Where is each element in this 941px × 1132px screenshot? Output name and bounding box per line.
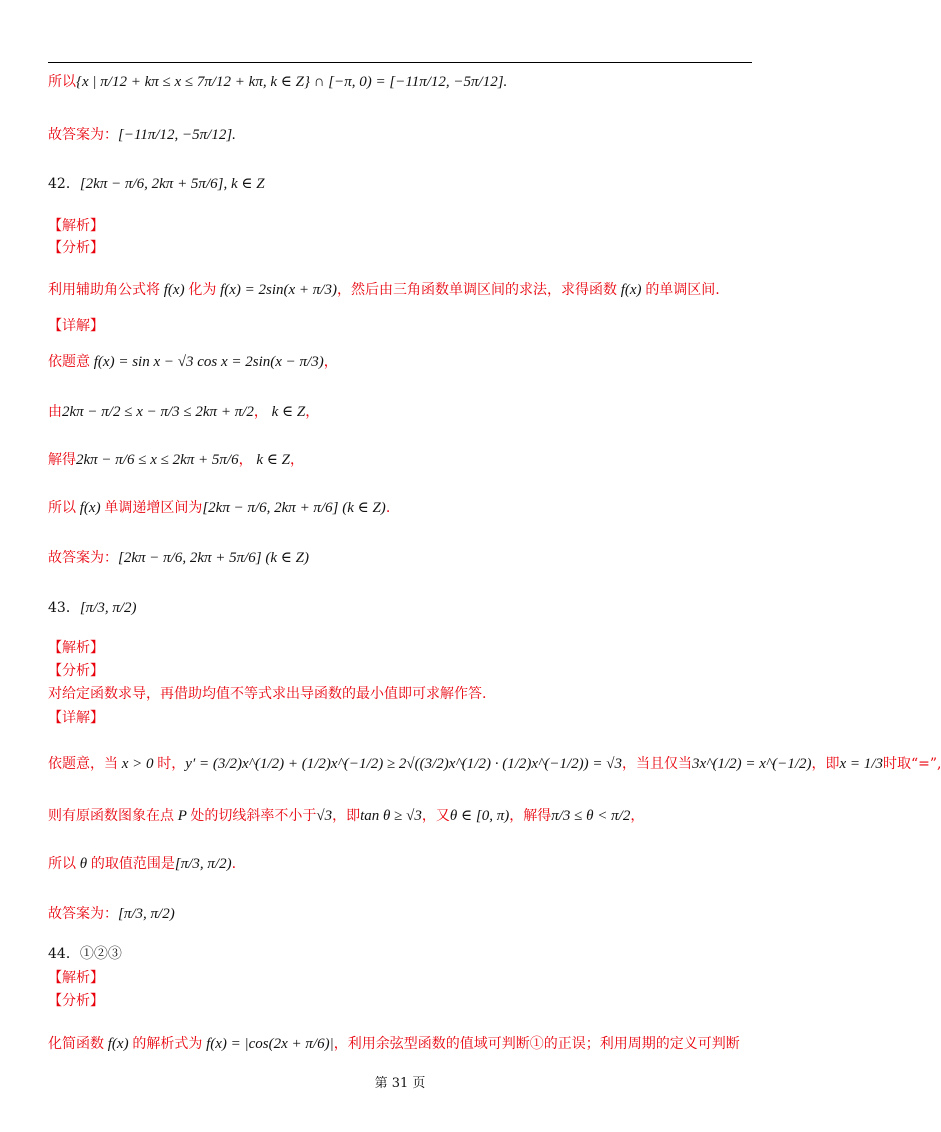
text-line-l15 bbox=[48, 661, 752, 681]
text-run: ，利用余弦型函数的值域可判断①的正误；利用周期的定义可判断 bbox=[333, 1036, 740, 1052]
formula: 2kπ − π/2 ≤ x − π/3 ≤ 2kπ + π/2 bbox=[62, 404, 254, 420]
text-run: 【分析】 bbox=[48, 663, 104, 679]
text-run: ，即 bbox=[332, 808, 361, 824]
formula: π/3 ≤ θ < π/2 bbox=[551, 808, 631, 824]
text-line-l14 bbox=[48, 638, 752, 658]
text-run: 的解析式为 bbox=[132, 1036, 203, 1052]
text-run: ， bbox=[289, 452, 304, 468]
text-run: 则有原函数图象在点 bbox=[48, 808, 174, 824]
formula: tan θ ≥ √3 bbox=[360, 808, 422, 824]
text-run: ，当且仅当 bbox=[621, 756, 692, 772]
text-line-l25 bbox=[48, 1034, 752, 1054]
text-run: ， bbox=[238, 452, 253, 468]
formula: P bbox=[174, 808, 191, 824]
text-line-l5 bbox=[48, 238, 752, 258]
text-run: 44．①②③ bbox=[48, 946, 122, 962]
text-run: 【解析】 bbox=[48, 640, 104, 656]
text-run: 时取“=”, bbox=[882, 756, 941, 772]
formula: f(x) bbox=[104, 1036, 133, 1052]
text-run: 利用辅助角公式将 bbox=[48, 282, 160, 298]
text-run: 的取值范围是 bbox=[90, 856, 175, 872]
formula: [π/3, π/2) bbox=[79, 600, 137, 616]
text-run: ，解得 bbox=[509, 808, 552, 824]
text-run: ， bbox=[253, 404, 268, 420]
text-run: 化为 bbox=[188, 282, 217, 298]
header-rule bbox=[48, 62, 752, 63]
formula: f(x) bbox=[160, 282, 189, 298]
formula: x > 0 bbox=[118, 756, 158, 772]
text-run: 【详解】 bbox=[48, 710, 104, 726]
text-line-l8 bbox=[48, 352, 752, 372]
text-run: 化简函数 bbox=[48, 1036, 104, 1052]
text-run: 所以 bbox=[48, 74, 76, 90]
text-line-l7 bbox=[48, 316, 752, 336]
formula: [2kπ − π/6, 2kπ + 5π/6] (k ∈ Z) bbox=[118, 550, 309, 566]
text-run: 【解析】 bbox=[48, 970, 104, 986]
text-run: 单调递增区间为 bbox=[104, 500, 203, 516]
text-run: ， bbox=[323, 354, 338, 370]
text-line-l12 bbox=[48, 548, 752, 568]
formula: y′ = (3/2)x^(1/2) + (1/2)x^(−1/2) ≥ 2√((3/2)x^(1/2) · (1/2)x^(−1/2)) = √3 bbox=[185, 756, 622, 772]
formula: f(x) = |cos(2x + π/6)| bbox=[202, 1036, 334, 1052]
text-line-l1 bbox=[48, 72, 752, 92]
text-run: 时， bbox=[157, 756, 186, 772]
formula: {x | π/12 + kπ ≤ x ≤ 7π/12 + kπ, k ∈ Z} ∩ [−π, 0) = [−11π/12, −5π/12]. bbox=[76, 74, 508, 90]
formula: [π/3, π/2) bbox=[118, 906, 175, 922]
text-line-l23 bbox=[48, 968, 752, 988]
formula: [2kπ − π/6, 2kπ + π/6] (k ∈ Z) bbox=[202, 500, 386, 516]
text-run: 对给定函数求导，再借助均值不等式求出导函数的最小值即可求解作答. bbox=[48, 686, 487, 702]
formula: k ∈ Z bbox=[252, 452, 290, 468]
text-run: ，即 bbox=[811, 756, 840, 772]
page-number: 第 31 页 bbox=[374, 1076, 426, 1091]
text-run: ， bbox=[630, 808, 645, 824]
text-run: . bbox=[385, 500, 391, 516]
text-run: 【分析】 bbox=[48, 240, 104, 256]
text-line-l4 bbox=[48, 216, 752, 236]
formula: f(x) = 2sin(x + π/3) bbox=[216, 282, 337, 298]
formula: f(x) = sin x − √3 cos x = 2sin(x − π/3) bbox=[90, 354, 324, 370]
text-run: 解得 bbox=[48, 452, 76, 468]
text-line-l11 bbox=[48, 498, 752, 518]
text-line-l19 bbox=[48, 806, 752, 826]
text-line-l9 bbox=[48, 402, 752, 422]
formula: f(x) bbox=[76, 500, 105, 516]
text-run: ，又 bbox=[421, 808, 450, 824]
text-line-l16 bbox=[48, 684, 752, 704]
text-run: 所以 bbox=[48, 500, 76, 516]
text-run: 依题意 bbox=[48, 354, 90, 370]
formula: [π/3, π/2) bbox=[174, 856, 232, 872]
text-run: ，然后由三角函数单调区间的求法，求得函数 bbox=[336, 282, 617, 298]
text-run: 处的切线斜率不小于 bbox=[190, 808, 317, 824]
text-run: 故答案为： bbox=[48, 906, 118, 922]
text-line-l18 bbox=[48, 754, 941, 774]
text-run: 【解析】 bbox=[48, 218, 104, 234]
text-line-l2 bbox=[48, 125, 752, 145]
formula: k ∈ Z bbox=[267, 404, 306, 420]
text-run: 由 bbox=[48, 404, 62, 420]
text-line-l3 bbox=[48, 174, 752, 194]
text-run: 所以 bbox=[48, 856, 76, 872]
formula: x = 1/3 bbox=[839, 756, 883, 772]
text-run: . bbox=[231, 856, 237, 872]
formula: √3 bbox=[316, 808, 333, 824]
text-line-l21 bbox=[48, 904, 752, 924]
text-run: 依题意，当 bbox=[48, 756, 118, 772]
text-run: 的单调区间. bbox=[645, 282, 720, 298]
formula: 2kπ − π/6 ≤ x ≤ 2kπ + 5π/6 bbox=[76, 452, 239, 468]
text-run: 【分析】 bbox=[48, 993, 104, 1009]
text-run: 故答案为： bbox=[48, 550, 118, 566]
text-line-l22 bbox=[48, 944, 752, 964]
text-run: 42． bbox=[48, 176, 80, 192]
formula: f(x) bbox=[616, 282, 646, 298]
formula: 3x^(1/2) = x^(−1/2) bbox=[691, 756, 812, 772]
text-run: 【详解】 bbox=[48, 318, 104, 334]
text-line-l24 bbox=[48, 991, 752, 1011]
text-line-l20 bbox=[48, 854, 752, 874]
text-line-l6 bbox=[48, 280, 752, 300]
text-line-l10 bbox=[48, 450, 752, 470]
formula: θ bbox=[76, 856, 91, 872]
text-run: 43． bbox=[48, 600, 80, 616]
formula: [2kπ − π/6, 2kπ + 5π/6], k ∈ Z bbox=[79, 176, 265, 192]
text-line-l17 bbox=[48, 708, 752, 728]
formula: [−11π/12, −5π/12]. bbox=[118, 127, 236, 143]
text-line-l13 bbox=[48, 598, 752, 618]
text-run: 故答案为： bbox=[48, 127, 118, 143]
formula: θ ∈ [0, π) bbox=[449, 808, 510, 824]
text-run: ， bbox=[305, 404, 320, 420]
